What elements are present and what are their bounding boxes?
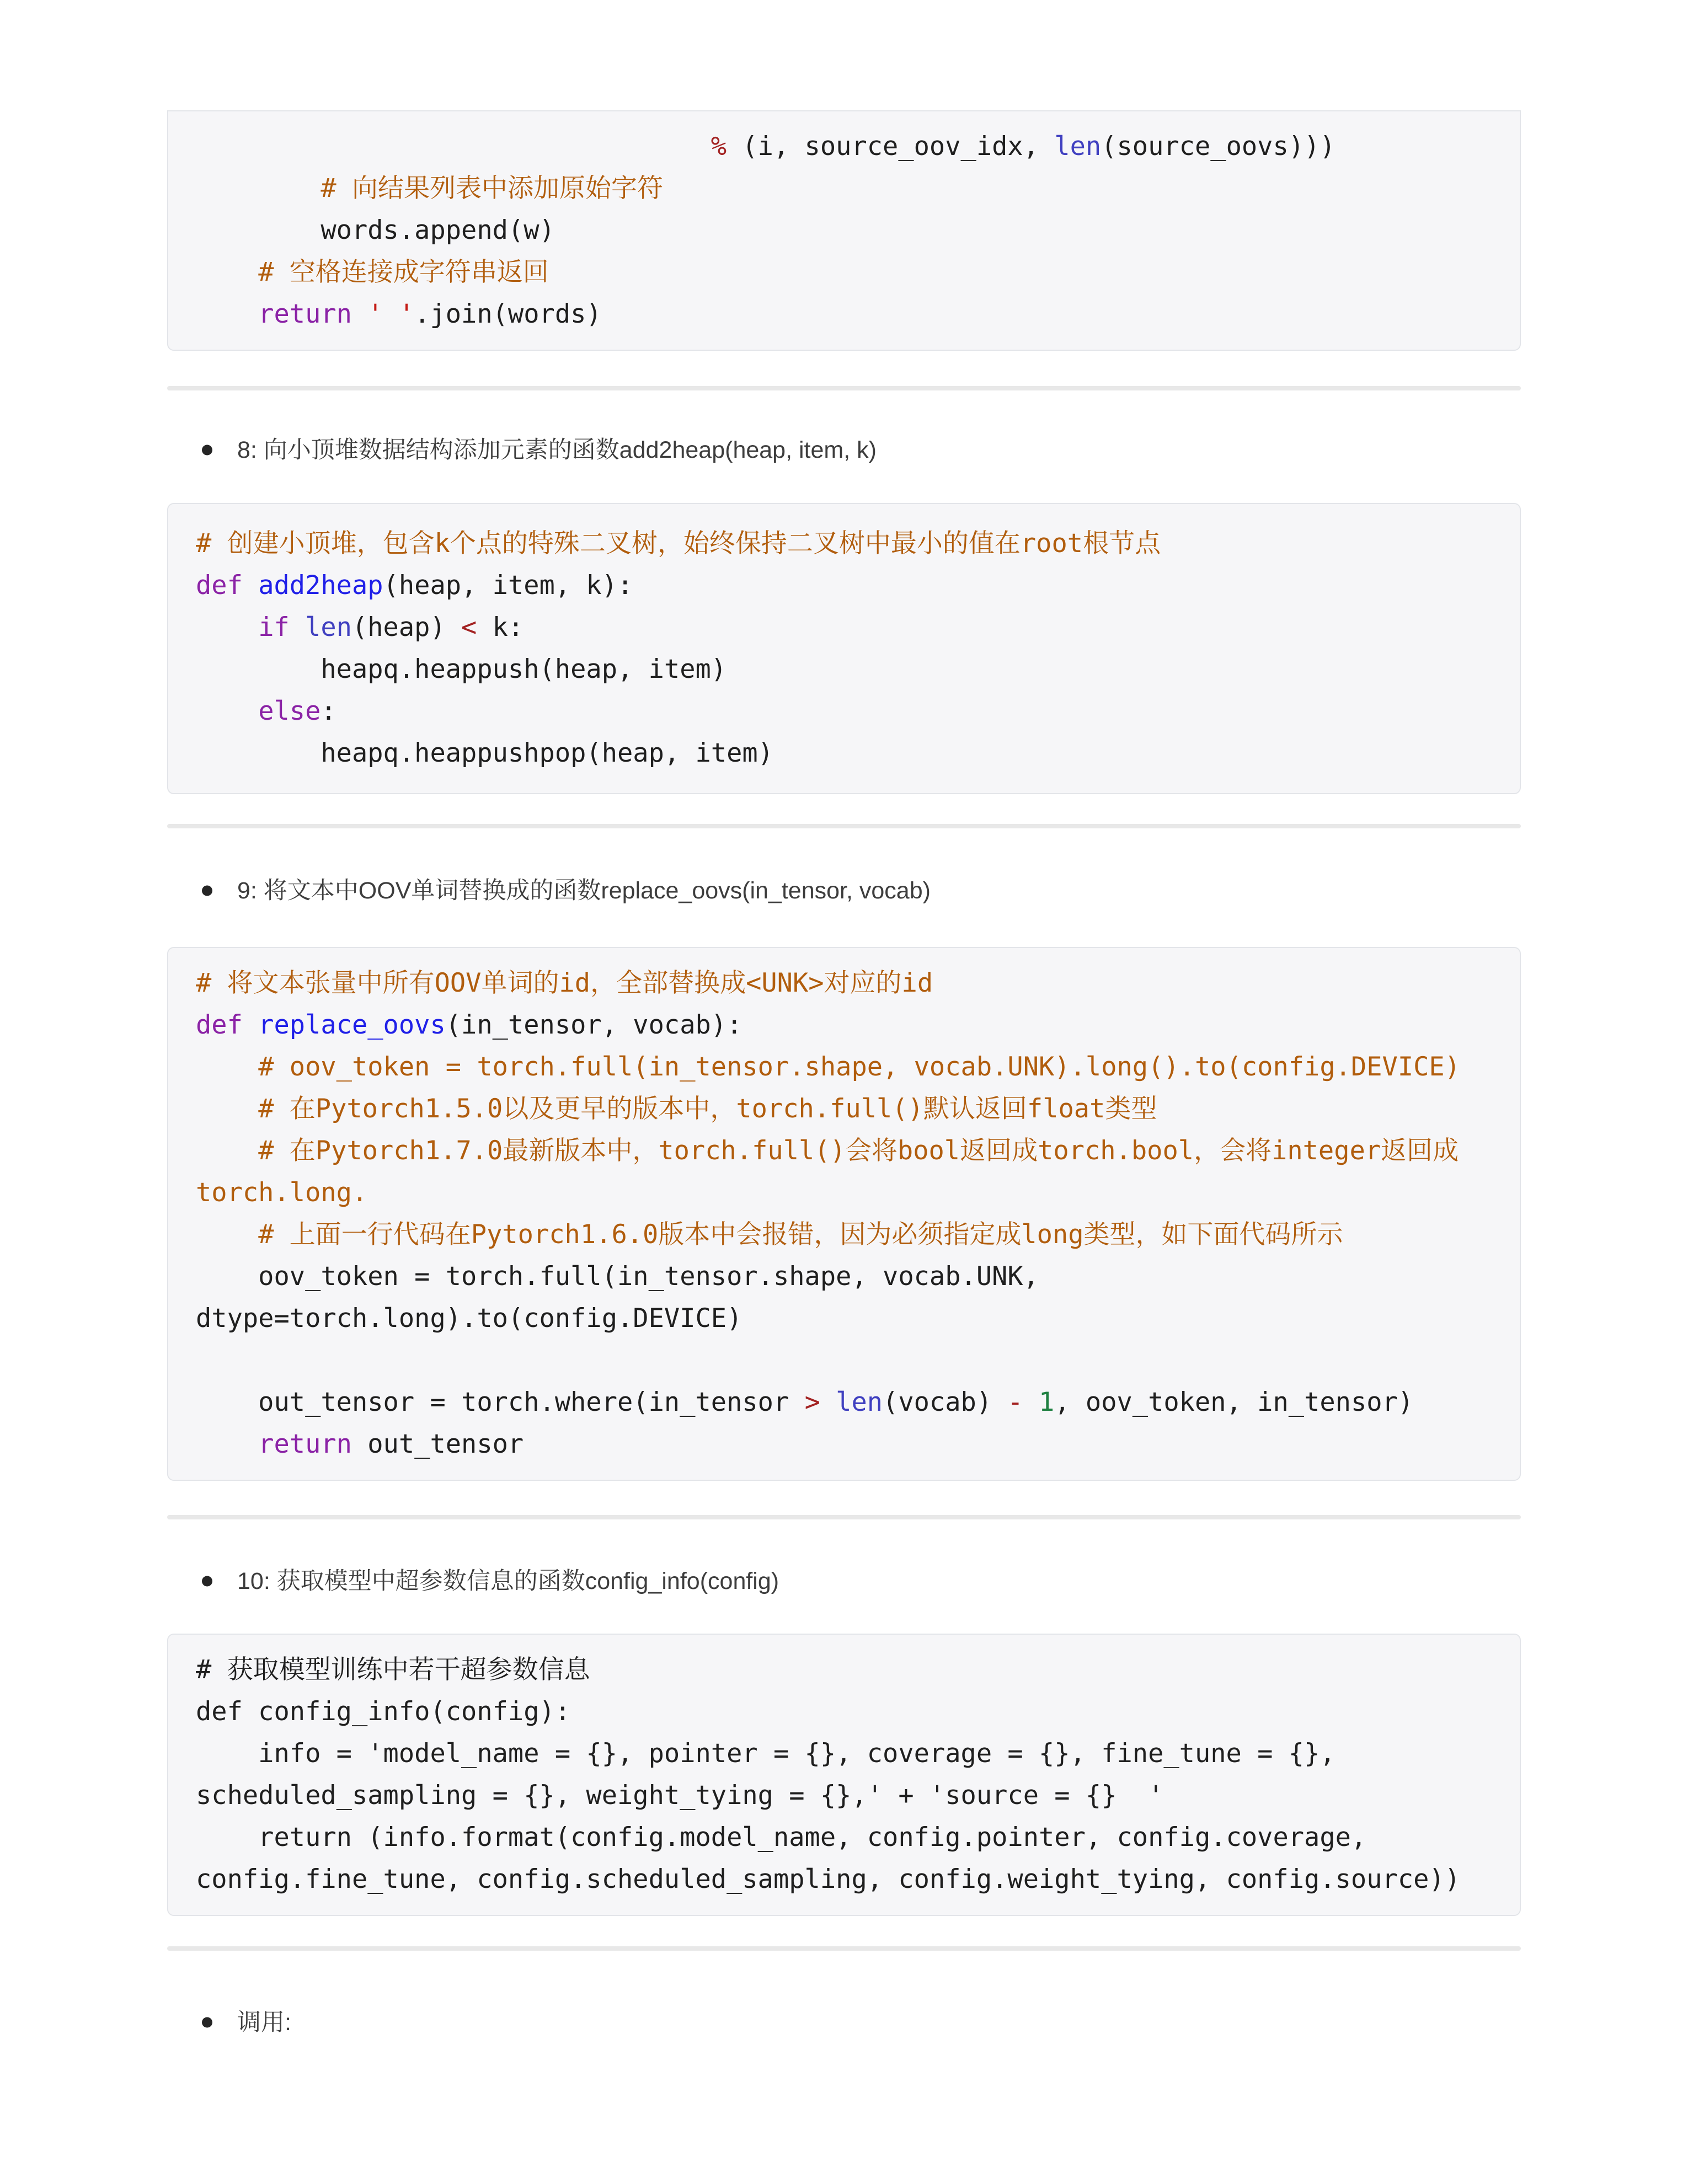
section-divider: [167, 1946, 1521, 1951]
code-line: def replace_oovs(in_tensor, vocab):: [196, 1010, 742, 1040]
code-line: # oov_token = torch.full(in_tensor.shape, vocab.UNK).long().to(config.DEVICE): [258, 1052, 1461, 1082]
code-block-add2heap: [167, 503, 1521, 794]
code-line: oov_token = torch.full(in_tensor.shape, vocab.UNK,: [196, 1261, 1039, 1292]
code-line: % (i, source_oov_idx, len(source_oovs))): [711, 131, 1336, 162]
bullet-icon: [202, 886, 212, 896]
code-line: # 在Pytorch1.5.0以及更早的版本中，torch.full()默认返回float类型: [258, 1094, 1157, 1124]
code-line: torch.long.: [196, 1177, 368, 1208]
code-line: else:: [258, 696, 336, 726]
bullet-icon: [202, 1576, 212, 1587]
code-line: # 将文本张量中所有OOV单词的id，全部替换成<UNK>对应的id: [196, 968, 933, 998]
code-line: return out_tensor: [258, 1429, 524, 1459]
code-block-restore-words: [167, 110, 1521, 351]
code-line: out_tensor = torch.where(in_tensor > len(vocab) - 1, oov_token, in_tensor): [196, 1387, 1414, 1417]
code-line: if len(heap) < k:: [258, 612, 524, 643]
list-item-add2heap: [167, 429, 1521, 471]
bullet-icon: [202, 2017, 212, 2028]
code-block-config-info: [167, 1634, 1521, 1916]
code-line: info = 'model_name = {}, pointer = {}, coverage = {}, fine_tune = {},: [196, 1738, 1336, 1769]
list-item-label: 8: 向小顶堆数据结构添加元素的函数add2heap(heap, item, k): [237, 437, 877, 463]
code-line: # 创建小顶堆，包含k个点的特殊二叉树，始终保持二叉树中最小的值在root根节点: [196, 528, 1161, 559]
list-item-config-info: [167, 1560, 1521, 1602]
code-line: heapq.heappush(heap, item): [196, 654, 727, 684]
code-line: dtype=torch.long).to(config.DEVICE): [196, 1303, 742, 1334]
code-line: scheduled_sampling = {}, weight_tying = {},' + 'source = {} ': [196, 1780, 1164, 1811]
list-item-label: 10: 获取模型中超参数信息的函数config_info(config): [237, 1568, 779, 1594]
code-line: return ' '.join(words): [258, 299, 602, 329]
code-line: # 上面一行代码在Pytorch1.6.0版本中会报错，因为必须指定成long类型，如下面代码所示: [258, 1219, 1343, 1250]
section-divider: [167, 824, 1521, 828]
code-line: [196, 1340, 1492, 1382]
code-line: def config_info(config):: [196, 1696, 571, 1727]
code-line: words.append(w): [196, 215, 555, 245]
list-item-invoke: [167, 2001, 1521, 2043]
code-line: # 获取模型训练中若干超参数信息: [196, 1655, 590, 1685]
list-item-replace-oovs: [167, 870, 1521, 912]
code-line: def add2heap(heap, item, k):: [196, 570, 633, 601]
code-line: config.fine_tune, config.scheduled_sampling, config.weight_tying, config.source)): [196, 1864, 1461, 1894]
bullet-icon: [202, 445, 212, 456]
section-divider: [167, 1515, 1521, 1519]
code-block-replace-oovs: [167, 947, 1521, 1481]
list-item-label: 调用:: [237, 2009, 291, 2036]
section-divider: [167, 386, 1521, 390]
code-line: # 空格连接成字符串返回: [258, 257, 549, 287]
code-line: # 在Pytorch1.7.0最新版本中，torch.full()会将bool返回成torch.bool，会将integer返回成: [258, 1136, 1459, 1166]
list-item-label: 9: 将文本中OOV单词替换成的函数replace_oovs(in_tensor, vocab): [237, 877, 931, 904]
code-line: heapq.heappushpop(heap, item): [196, 738, 773, 768]
code-line: # 向结果列表中添加原始字符: [320, 173, 663, 204]
code-line: return (info.format(config.model_name, config.pointer, config.coverage,: [196, 1822, 1367, 1853]
